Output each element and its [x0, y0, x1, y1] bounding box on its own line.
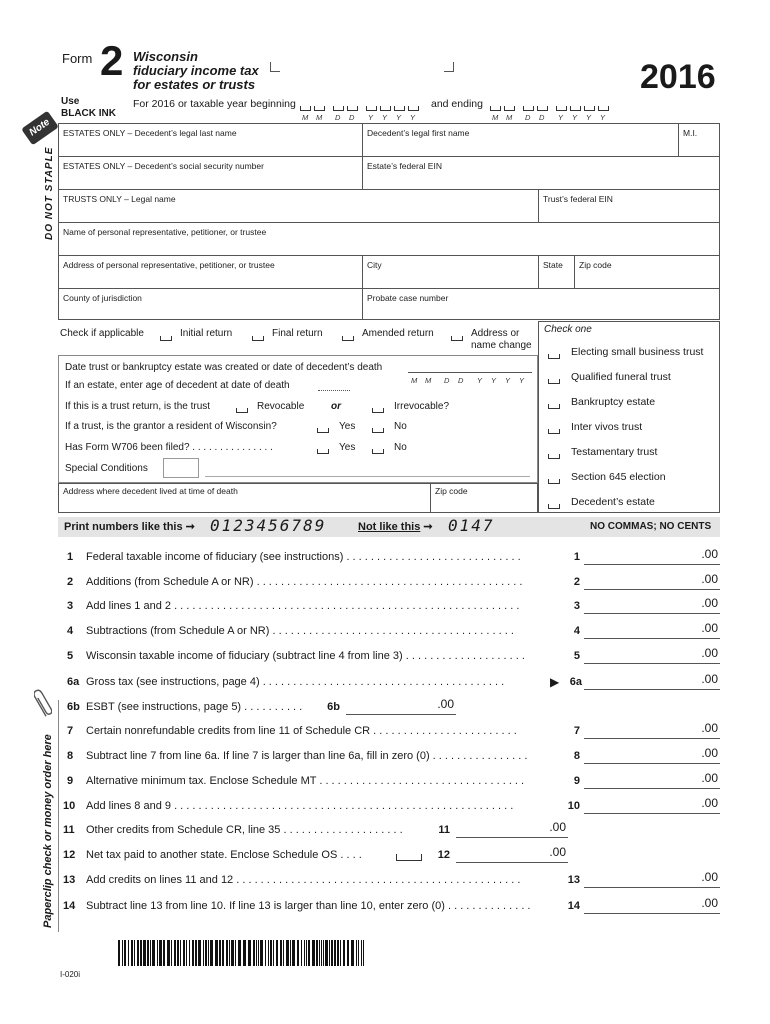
barcode-bar — [186, 940, 187, 966]
line-3-row — [0, 596, 770, 620]
w706-no-checkbox[interactable] — [372, 449, 384, 454]
black-ink-label: BLACK INK — [61, 108, 116, 119]
barcode-bar — [198, 940, 201, 966]
check-one-checkbox[interactable] — [548, 454, 560, 459]
cents-suffix: .00 — [701, 672, 718, 686]
barcode-bar — [268, 940, 269, 966]
no-commas-label: NO COMMAS; NO CENTS — [590, 521, 712, 532]
line-14-row — [0, 896, 770, 920]
line-3-amount-field[interactable] — [584, 596, 720, 614]
line-reference: 8 — [573, 750, 580, 762]
line-reference: 5 — [573, 650, 580, 662]
barcode-bar — [222, 940, 224, 966]
middle-initial-field[interactable]: M.I. — [683, 128, 698, 138]
line-5-amount-field[interactable] — [584, 646, 720, 664]
line-description: Certain nonrefundable credits from line 11 of Schedule CR . . . . . . . . . . . . . . . . . . . . . . . . — [86, 725, 517, 737]
line-4-amount-field[interactable] — [584, 621, 720, 639]
barcode-bar — [238, 940, 241, 966]
form-code: I-020i — [60, 970, 81, 979]
use-ink-label — [61, 96, 116, 120]
line-number: 8 — [67, 750, 74, 762]
print-like-label — [64, 520, 195, 533]
trust-legal-name-field[interactable]: TRUSTS ONLY – Legal name — [63, 194, 176, 204]
line-1-row — [0, 547, 770, 571]
amended-return-label: Amended return — [362, 328, 434, 339]
line-reference: 1 — [573, 551, 580, 563]
line-description: Additions (from Schedule A or NR) . . . . . . . . . . . . . . . . . . . . . . . . . . . . . . . . . . . . . . . . . . . . — [86, 576, 523, 588]
barcode-bar — [134, 940, 135, 966]
line-8-amount-field[interactable] — [584, 746, 720, 764]
barcode-bar — [243, 940, 246, 966]
title-line-3: for estates or trusts — [133, 77, 256, 92]
barcode-bar — [319, 940, 320, 966]
barcode-bar — [147, 940, 149, 966]
line-reference: 3 — [573, 600, 580, 612]
line-reference: 2 — [573, 576, 580, 588]
barcode-bar — [276, 940, 278, 966]
tax-year-label: For 2016 or taxable year beginning — [133, 98, 296, 110]
check-one-checkbox[interactable] — [548, 504, 560, 509]
arrow-right-icon: ➞ — [185, 521, 195, 533]
check-one-title: Check one — [544, 324, 592, 335]
cents-suffix: .00 — [701, 721, 718, 735]
decedent-zip-field[interactable]: Zip code — [435, 486, 468, 496]
grantor-no-checkbox[interactable] — [372, 428, 384, 433]
form-label: Form — [62, 51, 93, 66]
line-reference: 6b — [327, 701, 340, 713]
form-title — [133, 50, 259, 92]
check-one-label: Decedent’s estate — [571, 496, 655, 508]
corner-mark-left — [270, 62, 280, 72]
line-number: 14 — [63, 900, 76, 912]
line-5-row — [0, 646, 770, 670]
barcode-bar — [343, 940, 345, 966]
cents-suffix: .00 — [701, 621, 718, 635]
line-number: 1 — [67, 551, 74, 563]
w706-yes-label: Yes — [339, 442, 356, 453]
line-reference: 9 — [573, 775, 580, 787]
form-number: 2 — [100, 37, 124, 84]
line-number: 11 — [63, 824, 75, 836]
cents-suffix: .00 — [701, 572, 718, 586]
barcode-bar — [231, 940, 234, 966]
line-description: Other credits from Schedule CR, line 35 . . . . . . . . . . . . . . . . . . . . — [86, 824, 403, 836]
barcode-bar — [235, 940, 236, 966]
cents-suffix: .00 — [549, 820, 566, 834]
check-one-checkbox[interactable] — [548, 429, 560, 434]
barcode-bar — [280, 940, 282, 966]
barcode-bar — [325, 940, 328, 966]
barcode-bar — [308, 940, 310, 966]
barcode-bar — [205, 940, 207, 966]
grantor-yes-checkbox[interactable] — [317, 428, 329, 433]
use-label: Use — [61, 96, 80, 107]
county-field[interactable]: County of jurisdiction — [63, 293, 142, 303]
barcode-bar — [358, 940, 359, 966]
line-number: 3 — [67, 600, 74, 612]
check-one-checkbox[interactable] — [548, 479, 560, 484]
barcode-bar — [265, 940, 266, 966]
barcode-bar — [323, 940, 324, 966]
representative-address-field[interactable]: Address of personal representative, petitioner, or trustee — [63, 260, 275, 270]
state-field[interactable]: State — [543, 260, 563, 270]
barcode-bar — [297, 940, 299, 966]
address-change-checkbox[interactable] — [451, 336, 463, 341]
check-one-label: Inter vivos trust — [571, 421, 643, 433]
note-badge: Note — [21, 111, 59, 146]
other-state-code-field[interactable] — [396, 854, 422, 861]
line-reference: 11 — [438, 824, 450, 836]
barcode-bar — [167, 940, 170, 966]
line-1-amount-field[interactable] — [584, 547, 720, 565]
barcode-bar — [329, 940, 330, 966]
barcode-bar — [356, 940, 357, 966]
lines-bracket — [58, 700, 59, 932]
special-conditions-line — [205, 476, 530, 477]
barcode-bar — [248, 940, 251, 966]
line-reference: 10 — [567, 800, 580, 812]
line-12-amount-field[interactable] — [456, 845, 568, 863]
line-7-row — [0, 721, 770, 745]
check-if-applicable-label: Check if applicable — [60, 328, 144, 339]
paperclip-check-text: Paperclip check or money order here — [42, 734, 54, 928]
barcode-bar — [283, 940, 284, 966]
line-number: 9 — [67, 775, 74, 787]
final-return-label: Final return — [272, 328, 323, 339]
w706-no-label: No — [394, 442, 407, 453]
address-change-label — [471, 328, 532, 352]
barcode-bar — [143, 940, 146, 966]
barcode-bar — [347, 940, 349, 966]
barcode-bar — [128, 940, 129, 966]
grantor-no-label: No — [394, 421, 407, 432]
line-reference: 4 — [573, 625, 580, 637]
or-label: or — [331, 401, 341, 412]
line-description: Net tax paid to another state. Enclose Schedule OS . . . . — [86, 849, 362, 861]
barcode-bar — [140, 940, 142, 966]
line-reference: 12 — [437, 849, 450, 861]
line-13-row — [0, 870, 770, 894]
cents-suffix: .00 — [701, 771, 718, 785]
barcode-bar — [215, 940, 218, 966]
barcode-bar — [118, 940, 120, 966]
date-created-label: Date trust or bankruptcy estate was created or date of decedent’s death — [65, 362, 383, 373]
line-6b-row — [0, 697, 770, 721]
line-12-row — [0, 845, 770, 869]
line-number: 6a — [67, 676, 80, 688]
barcode-bar — [270, 940, 272, 966]
line-description: Gross tax (see instructions, page 4) . . . . . . . . . . . . . . . . . . . . . . . . . . . . . . . . . . . . . . . . — [86, 676, 505, 688]
barcode-bar — [292, 940, 295, 966]
sample-bad-digits: 0147 — [448, 516, 495, 535]
and-ending-label: and ending — [431, 98, 483, 110]
trust-ein-field[interactable]: Trust’s federal EIN — [543, 194, 613, 204]
line-number: 6b — [67, 701, 80, 713]
barcode-bar — [122, 940, 123, 966]
line-4-row — [0, 621, 770, 645]
line-7-amount-field[interactable] — [584, 721, 720, 739]
barcode-bar — [208, 940, 209, 966]
line-number: 2 — [67, 576, 74, 588]
line-description: Subtractions (from Schedule A or NR) . . . . . . . . . . . . . . . . . . . . . . . . . . . . . . . . . . . . . . . . — [86, 625, 514, 637]
barcode-bar — [256, 940, 257, 966]
initial-return-label: Initial return — [180, 328, 233, 339]
barcode-bar — [131, 940, 133, 966]
barcode-bar — [334, 940, 336, 966]
line-description: Wisconsin taxable income of fiduciary (subtract line 4 from line 3) . . . . . . . . . . . . . . . . . . . . — [86, 650, 525, 662]
line-14-amount-field[interactable] — [584, 896, 720, 914]
barcode-bar — [226, 940, 228, 966]
barcode-bar — [157, 940, 158, 966]
line-number: 10 — [63, 800, 76, 812]
line-number: 4 — [67, 625, 74, 637]
barcode-bar — [361, 940, 362, 966]
line-reference: 7 — [573, 725, 580, 737]
barcode-bar — [253, 940, 255, 966]
line-9-row — [0, 771, 770, 795]
irrevocable-checkbox[interactable] — [372, 408, 384, 413]
line-11-row — [0, 820, 770, 844]
cents-suffix: .00 — [701, 646, 718, 660]
barcode-bar — [331, 940, 333, 966]
check-one-checkbox[interactable] — [548, 379, 560, 384]
line-6b-amount-field[interactable] — [346, 697, 456, 715]
check-one-label: Bankruptcy estate — [571, 396, 656, 408]
line-2-row — [0, 572, 770, 596]
final-return-checkbox[interactable] — [252, 336, 264, 341]
barcode-bar — [137, 940, 139, 966]
cents-suffix: .00 — [701, 596, 718, 610]
line-10-amount-field[interactable] — [584, 796, 720, 814]
check-one-checkbox[interactable] — [548, 354, 560, 359]
barcode-bar — [316, 940, 318, 966]
barcode-bar — [183, 940, 185, 966]
sample-good-digits: 0123456789 — [210, 516, 327, 535]
arrow-right-icon: ➞ — [423, 521, 433, 533]
line-2-amount-field[interactable] — [584, 572, 720, 590]
line-reference: 6a — [569, 676, 582, 688]
barcode-bar — [337, 940, 339, 966]
barcode-bar — [290, 940, 291, 966]
line-number: 7 — [67, 725, 74, 737]
do-not-staple-text: DO NOT STAPLE — [44, 146, 55, 240]
cents-suffix: .00 — [701, 870, 718, 884]
barcode-bar — [219, 940, 221, 966]
line-8-row — [0, 746, 770, 770]
trust-type-question: If this is a trust return, is the trust — [65, 401, 211, 412]
decedent-address-field[interactable]: Address where decedent lived at time of death — [63, 486, 238, 496]
line-number: 12 — [63, 849, 76, 861]
age-at-death-field[interactable] — [318, 390, 350, 391]
line-description: Alternative minimum tax. Enclose Schedule MT . . . . . . . . . . . . . . . . . . . . . . . . . . . . . . . . . . — [86, 775, 525, 787]
cents-suffix: .00 — [701, 796, 718, 810]
initial-return-checkbox[interactable] — [160, 336, 172, 341]
arrow-right-icon: ▶ — [550, 675, 560, 689]
city-field[interactable]: City — [367, 260, 382, 270]
barcode-bar — [124, 940, 126, 966]
tax-year: 2016 — [640, 58, 716, 96]
line-6a-amount-field[interactable] — [584, 672, 720, 690]
not-like-label — [358, 520, 433, 533]
line-13-amount-field[interactable] — [584, 870, 720, 888]
w706-yes-checkbox[interactable] — [317, 449, 329, 454]
barcode-bar — [321, 940, 322, 966]
estate-ein-field[interactable]: Estate’s federal EIN — [367, 161, 442, 171]
cents-suffix: .00 — [701, 896, 718, 910]
title-line-1: Wisconsin — [133, 49, 198, 64]
barcode-bar — [203, 940, 204, 966]
barcode — [118, 940, 366, 971]
date-created-field[interactable] — [408, 372, 532, 373]
w706-question: Has Form W706 been filed? . . . . . . . . . . . . . . . — [65, 442, 273, 453]
barcode-bar — [273, 940, 274, 966]
decedent-last-name-field[interactable]: ESTATES ONLY – Decedent’s legal last name — [63, 128, 237, 138]
print-like-text: Print numbers like this — [64, 521, 183, 533]
barcode-bar — [301, 940, 302, 966]
check-one-label: Section 645 election — [571, 471, 666, 483]
revocable-checkbox[interactable] — [236, 408, 248, 413]
barcode-bar — [150, 940, 151, 966]
line-description: ESBT (see instructions, page 5) . . . . . . . . . . — [86, 701, 303, 713]
check-one-checkbox[interactable] — [548, 404, 560, 409]
revocable-label: Revocable — [257, 401, 305, 412]
representative-name-field[interactable]: Name of personal representative, petitioner, or trustee — [63, 227, 267, 237]
barcode-bar — [304, 940, 305, 966]
check-one-label: Electing small business trust — [571, 346, 704, 358]
barcode-bar — [258, 940, 259, 966]
irrevocable-label: Irrevocable? — [394, 401, 450, 412]
probate-case-field[interactable]: Probate case number — [367, 293, 449, 303]
cents-suffix: .00 — [701, 547, 718, 561]
barcode-bar — [306, 940, 307, 966]
barcode-bar — [195, 940, 197, 966]
line-reference: 13 — [567, 874, 580, 886]
barcode-bar — [180, 940, 181, 966]
grantor-yes-label: Yes — [339, 421, 356, 432]
line-11-amount-field[interactable] — [456, 820, 568, 838]
check-one-label: Qualified funeral trust — [571, 371, 671, 383]
line-number: 5 — [67, 650, 74, 662]
zip-field[interactable]: Zip code — [579, 260, 612, 270]
address-change-line-2: name change — [471, 340, 532, 351]
cents-suffix: .00 — [549, 845, 566, 859]
decedent-first-name-field[interactable]: Decedent’s legal first name — [367, 128, 470, 138]
line-6a-row — [0, 672, 770, 696]
barcode-bar — [363, 940, 364, 966]
barcode-bar — [163, 940, 165, 966]
barcode-bar — [229, 940, 230, 966]
line-9-amount-field[interactable] — [584, 771, 720, 789]
barcode-bar — [340, 940, 341, 966]
title-line-2: fiduciary income tax — [133, 63, 259, 78]
barcode-bar — [177, 940, 179, 966]
barcode-bar — [286, 940, 289, 966]
address-change-line-1: Address or — [471, 328, 520, 339]
special-conditions-label: Special Conditions — [65, 463, 148, 474]
not-like-text: Not like this — [358, 521, 421, 533]
paperclip-icon — [34, 686, 52, 725]
barcode-bar — [210, 940, 213, 966]
check-one-label: Testamentary trust — [571, 446, 658, 458]
barcode-bar — [192, 940, 194, 966]
line-number: 13 — [63, 874, 76, 886]
line-description: Add credits on lines 11 and 12 . . . . . . . . . . . . . . . . . . . . . . . . . . . . . . . . . . . . . . . . . . . . . . . — [86, 874, 521, 886]
line-description: Subtract line 13 from line 10. If line 13 is larger than line 10, enter zero (0) . . . . . . . . . . . . . . — [86, 900, 531, 912]
line-description: Subtract line 7 from line 6a. If line 7 is larger than line 6a, fill in zero (0) . . . . . . . . . . . . . . . . — [86, 750, 528, 762]
barcode-bar — [171, 940, 172, 966]
line-10-row — [0, 796, 770, 820]
barcode-bar — [312, 940, 315, 966]
line-description: Add lines 8 and 9 . . . . . . . . . . . . . . . . . . . . . . . . . . . . . . . . . . . . . . . . . . . . . . . . . . . . . . . . — [86, 800, 514, 812]
line-description: Federal taxable income of fiduciary (see instructions) . . . . . . . . . . . . . . . . . . . . . . . . . . . . . — [86, 551, 521, 563]
barcode-bar — [189, 940, 190, 966]
line-reference: 14 — [567, 900, 580, 912]
barcode-bar — [159, 940, 162, 966]
grantor-resident-question: If a trust, is the grantor a resident of Wisconsin? — [65, 421, 277, 432]
age-at-death-label: If an estate, enter age of decedent at date of death — [65, 380, 290, 391]
line-description: Add lines 1 and 2 . . . . . . . . . . . . . . . . . . . . . . . . . . . . . . . . . . . . . . . . . . . . . . . . . . . . . . . . . — [86, 600, 520, 612]
barcode-bar — [351, 940, 354, 966]
barcode-bar — [174, 940, 176, 966]
barcode-bar — [260, 940, 263, 966]
amended-return-checkbox[interactable] — [342, 336, 354, 341]
barcode-bar — [152, 940, 155, 966]
special-conditions-field[interactable] — [163, 458, 199, 478]
corner-mark-right — [444, 62, 454, 72]
decedent-ssn-field[interactable]: ESTATES ONLY – Decedent’s social security number — [63, 161, 264, 171]
cents-suffix: .00 — [437, 697, 454, 711]
cents-suffix: .00 — [701, 746, 718, 760]
